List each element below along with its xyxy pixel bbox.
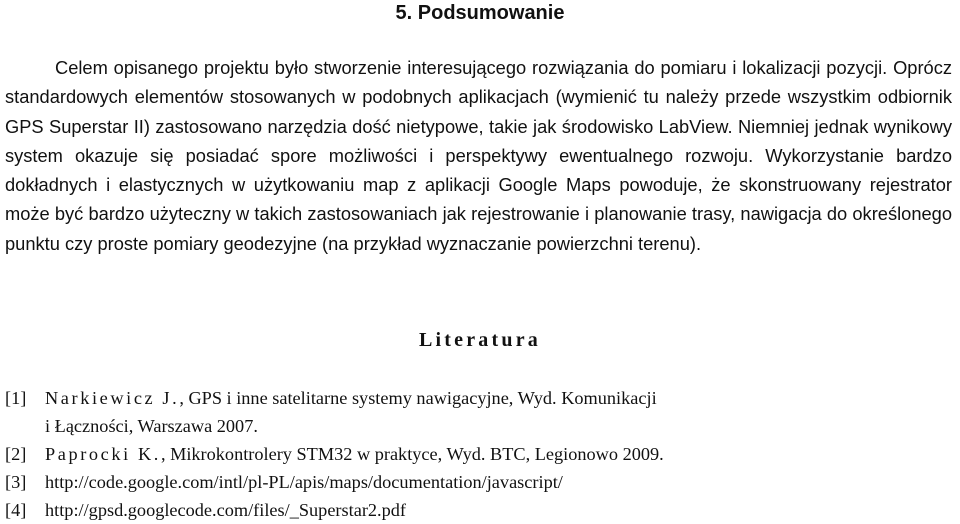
- reference-number: [2]: [5, 444, 27, 464]
- reference-item-2: [5, 440, 955, 468]
- reference-link: http://gpsd.googlecode.com/files/_Superstar2.pdf: [45, 500, 406, 520]
- reference-link: http://code.google.com/intl/pl-PL/apis/maps/documentation/javascript/: [45, 472, 563, 492]
- reference-list: [5, 384, 955, 524]
- reference-item-3: [5, 468, 955, 496]
- literature-heading: Literatura: [419, 329, 541, 351]
- reference-text: , Mikrokontrolery STM32 w praktyce, Wyd. BTC, Legionowo 2009.: [160, 444, 664, 464]
- reference-author: Narkiewicz J.: [45, 388, 180, 408]
- reference-number: [4]: [5, 500, 27, 520]
- summary-paragraph: Celem opisanego projektu było stworzenie interesującego rozwiązania do pomiaru i lokalizacji pozycji. Oprócz standardowych elementów stosowanych w podobnych aplikacjach (wymienić tu należy przede wszystkim odbiornik GPS Superstar II) zastosowano narzędzia dość nietypowe, takie jak środowisko LabView. Niemniej jednak wynikowy system okazuje się posiadać spore możliwości i perspektywy ewentualnego rozwoju. Wykorzystanie bardzo dokładnych i elastycznych w użytkowaniu map z aplikacji Google Maps powoduje, że skonstruowany rejestrator może być bardzo użyteczny w takich zastosowaniach jak rejestrowanie i planowanie trasy, nawigacja do określonego punktu czy proste pomiary geodezyjne (na przykład wyznaczanie powierzchni terenu).: [5, 57, 952, 254]
- reference-number: [3]: [5, 472, 27, 492]
- reference-number: [1]: [5, 388, 27, 408]
- reference-continuation: i Łączności, Warszawa 2007.: [45, 416, 258, 436]
- reference-author: Paprocki K.: [45, 444, 161, 464]
- section-title: 5. Podsumowanie: [395, 2, 565, 24]
- reference-text: , GPS i inne satelitarne systemy nawigacyjne, Wyd. Komunikacji: [179, 388, 657, 408]
- reference-item-4: [5, 496, 955, 524]
- reference-item-1: [5, 384, 955, 440]
